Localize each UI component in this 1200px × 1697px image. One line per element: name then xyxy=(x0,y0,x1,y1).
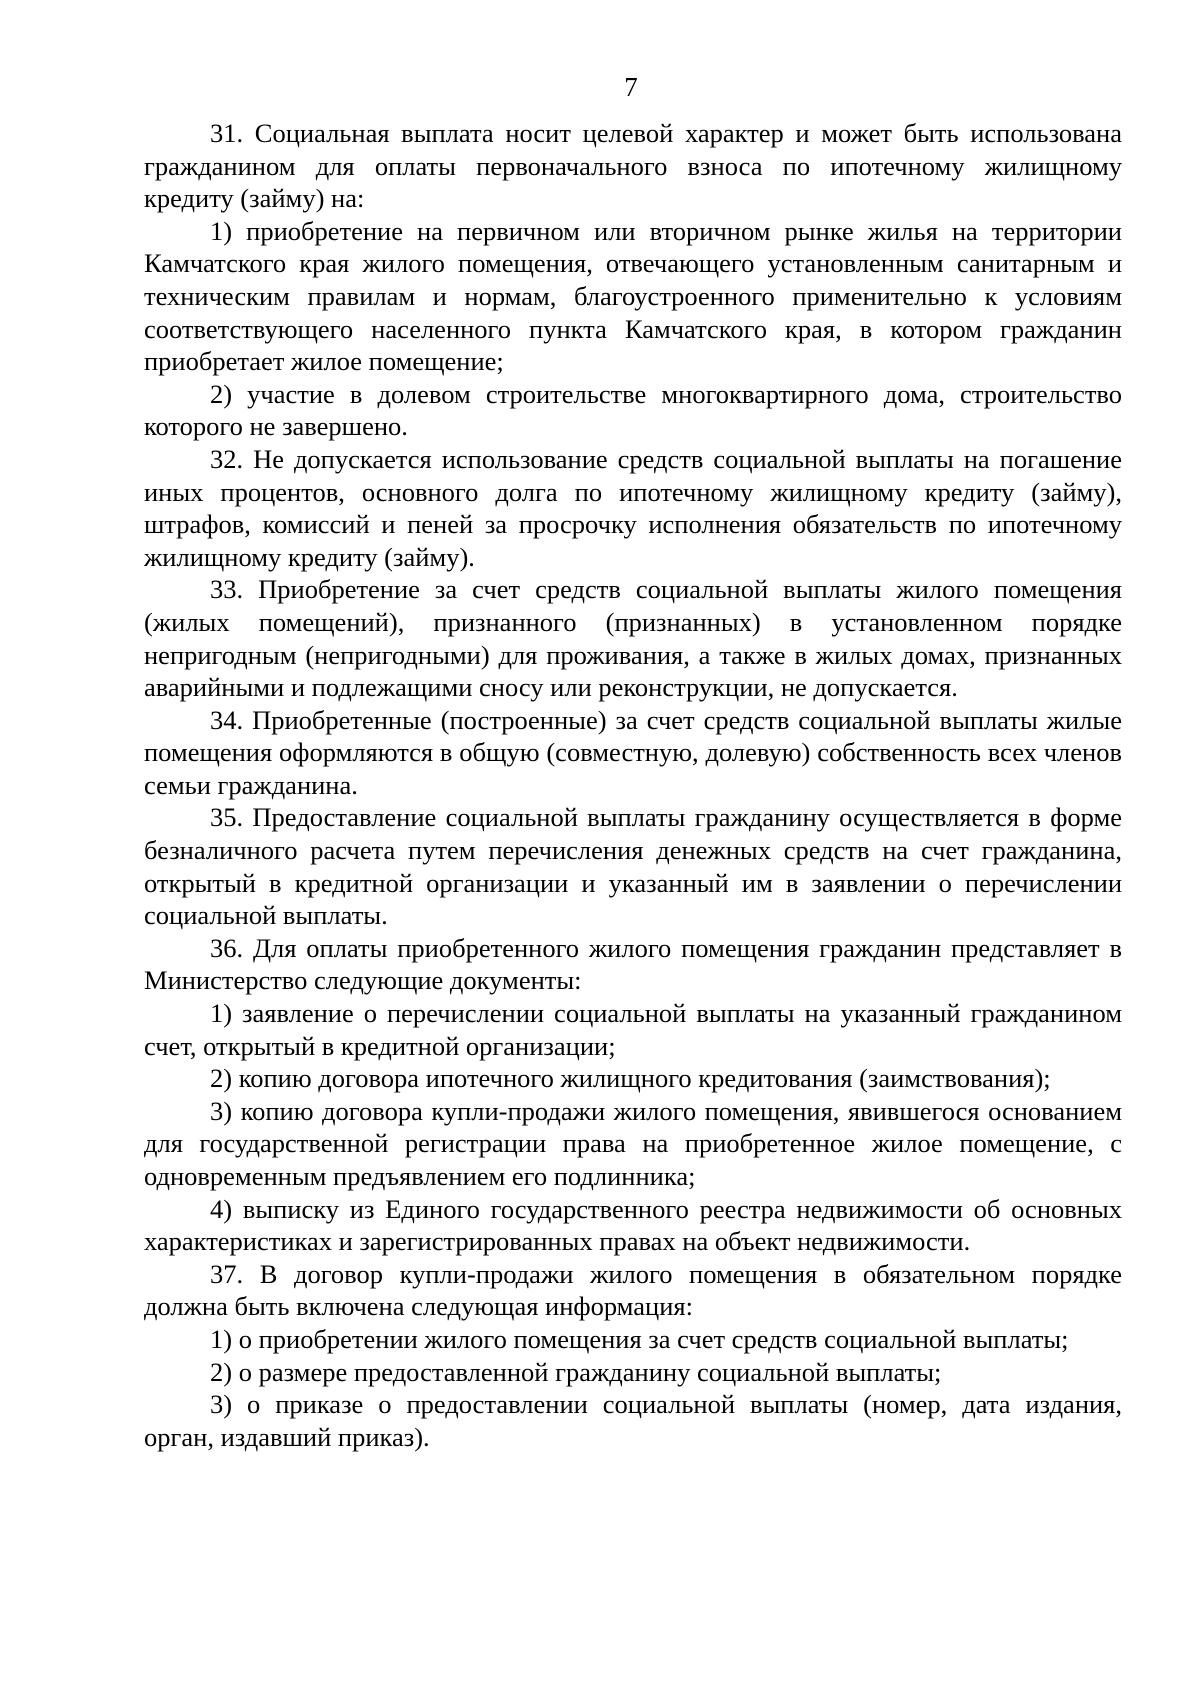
paragraph-36-item-3: 3) копию договора купли-продажи жилого помещения, явившегося основанием для государственной регистрации права на приобретенное жилое помещение, с одновременным предъявлением его подлинника; xyxy=(144,1095,1122,1191)
paragraph-37-item-2: 2) о размере предоставленной гражданину социальной выплаты; xyxy=(210,1356,942,1387)
paragraph-36-item-1: 1) заявление о перечислении социальной выплаты на указанный гражданином счет, открытый в кредитной организации; xyxy=(144,998,1122,1061)
paragraph-33: 33. Приобретение за счет средств социальной выплаты жилого помещения (жилых помещений), признанного (признанных) в установленном порядке непригодным (непригодными) для проживания, а также в жилых домах, признанных аварийными и подлежащими сносу или реконструкции, не допускается. xyxy=(144,574,1122,703)
document-body xyxy=(144,117,1122,1453)
paragraph-31: 31. Социальная выплата носит целевой характер и может быть использована гражданином для оплаты первоначального взноса по ипотечному жилищному кредиту (займу) на: xyxy=(144,118,1122,214)
paragraph-36-item-4: 4) выписку из Единого государственного реестра недвижимости об основных характеристиках и зарегистрированных правах на объект недвижимости. xyxy=(144,1193,1122,1257)
paragraph-37: 37. В договор купли-продажи жилого помещения в обязательном порядке должна быть включена следующая информация: xyxy=(144,1258,1122,1322)
paragraph-36-item-2: 2) копию договора ипотечного жилищного кредитования (заимствования); xyxy=(210,1063,1051,1094)
paragraph-31-item-1: 1) приобретение на первичном или вторичном рынке жилья на территории Камчатского края жилого помещения, отвечающего установленным санитарным и техническим правилам и нормам, благоустроенного применительно к условиям соответствующего населенного пункта Камчатского края, в котором гражданин приобретает жилое помещение; xyxy=(144,215,1122,377)
paragraph-35: 35. Предоставление социальной выплаты гражданину осуществляется в форме безналичного расчета путем перечисления денежных средств на счет гражданина, открытый в кредитной организации и указанный им в заявлении о перечислении социальной выплаты. xyxy=(144,802,1122,931)
paragraph-32: 32. Не допускается использование средств социальной выплаты на погашение иных процентов, основного долга по ипотечному жилищному кредиту (займу), штрафов, комиссий и пеней за просрочку исполнения обязательств по ипотечному жилищному кредиту (займу). xyxy=(144,443,1122,572)
paragraph-37-item-1: 1) о приобретении жилого помещения за счет средств социальной выплаты; xyxy=(210,1323,1069,1354)
page-number: 7 xyxy=(624,72,638,102)
paragraph-37-item-3: 3) о приказе о предоставлении социальной выплаты (номер, дата издания, орган, издавший приказ). xyxy=(144,1389,1122,1452)
paragraph-31-item-2: 2) участие в долевом строительстве многоквартирного дома, строительство которого не завершено. xyxy=(144,378,1122,442)
paragraph-34: 34. Приобретенные (построенные) за счет средств социальной выплаты жилые помещения оформляются в общую (совместную, долевую) собственность всех членов семьи гражданина. xyxy=(144,704,1122,800)
paragraph-36: 36. Для оплаты приобретенного жилого помещения гражданин представляет в Министерство следующие документы: xyxy=(144,932,1122,996)
